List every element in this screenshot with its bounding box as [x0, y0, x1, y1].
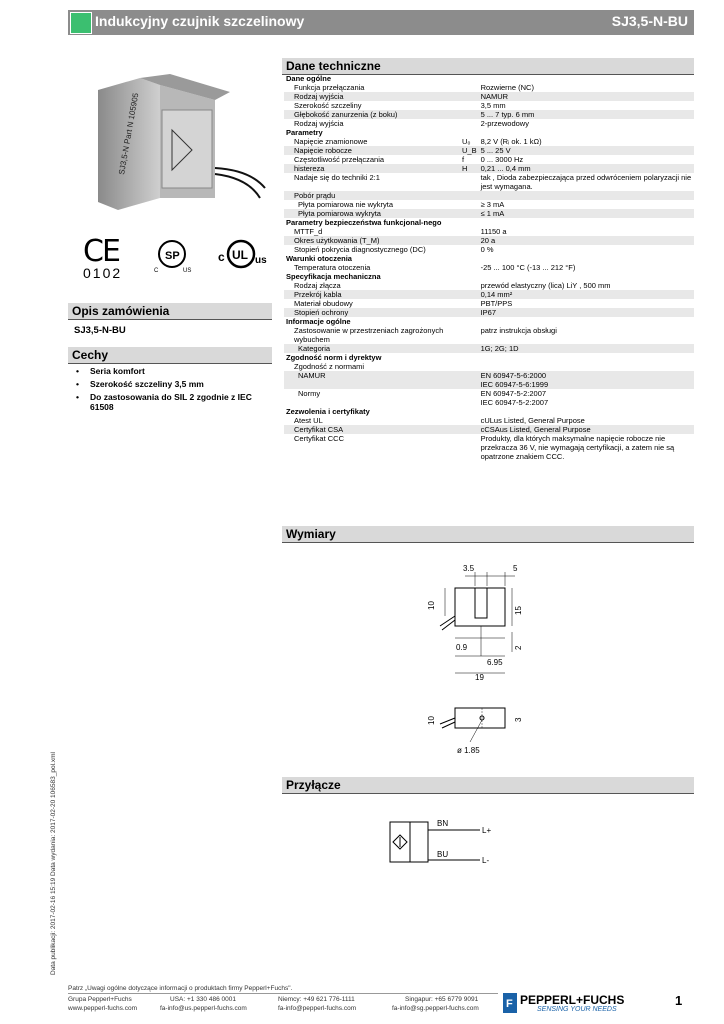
row-label: Płyta pomiarowa nie wykryta: [298, 200, 394, 209]
row-label: NAMUR: [284, 371, 460, 389]
row-symbol: [460, 389, 479, 407]
footer-usa-mail[interactable]: fa-info@us.pepperl-fuchs.com: [160, 1005, 247, 1012]
brand-slogan: SENSING YOUR NEEDS: [537, 1006, 617, 1013]
table-group-row: [284, 317, 694, 326]
row-label: Rodzaj złącza: [294, 281, 341, 290]
row-label: Głębokość zanurzenia (z boku): [284, 110, 460, 119]
row-value: 0,21 ... 0,4 mm: [479, 164, 694, 173]
row-label: Pobór prądu: [284, 191, 460, 200]
page-title: Indukcyjny czujnik szczelinowy: [95, 13, 305, 29]
table-row: [284, 245, 694, 254]
row-symbol: H: [460, 164, 479, 173]
page-number: 1: [675, 993, 683, 1008]
ce-mark-icon: CE: [83, 234, 119, 269]
row-value: ≤ 1 mA: [479, 209, 694, 218]
order-heading: Opis zamówienia: [68, 303, 272, 320]
header-square-icon: [70, 12, 92, 34]
table-row: [284, 164, 694, 173]
footer-usa: USA: +1 330 486 0001: [170, 996, 236, 1003]
row-label: Płyta pomiarowa wykryta: [284, 209, 460, 218]
table-group-row: [284, 353, 694, 362]
row-symbol: [460, 281, 479, 290]
row-value: 2-przewodowy: [480, 119, 529, 128]
table-row: [284, 173, 694, 191]
dimension-drawing: [420, 560, 540, 760]
row-label: Materiał obudowy: [294, 299, 353, 308]
table-group-row: [284, 128, 694, 137]
lminus-label: L-: [482, 856, 490, 865]
row-symbol: [460, 308, 479, 317]
connection-diagram: [385, 812, 505, 872]
row-symbol: [460, 83, 479, 92]
table-row: [284, 434, 694, 461]
table-row: [284, 299, 694, 308]
photo-label: SJ3,5-N Part N 105905: [117, 92, 141, 176]
row-value: 0 %: [480, 245, 494, 254]
row-symbol: [460, 101, 479, 110]
row-value: Produkty, dla których maksymalne napięcie robocze nie przekracza 36 V, nie wymagają certyfikacji, a zatem nie są opatrzone znakiem CCC.: [480, 434, 675, 461]
dim-6-95: 6.95: [487, 658, 503, 667]
dim-3: 3: [514, 717, 523, 722]
row-label: Temperatura otoczenia: [294, 263, 371, 272]
row-label: Stopień ochrony: [284, 308, 460, 317]
row-symbol: [460, 245, 479, 254]
table-group-row: [284, 272, 694, 281]
row-value: IP67: [479, 308, 694, 317]
row-value: ≥ 3 mA: [480, 200, 505, 209]
row-value: 3,5 mm: [480, 101, 506, 110]
row-symbol: [460, 263, 479, 272]
group-label: Specyfikacja mechaniczna: [286, 272, 381, 281]
group-label: Informacje ogólne: [286, 317, 351, 326]
row-symbol: [460, 110, 479, 119]
dim-2: 2: [514, 645, 523, 650]
row-symbol: [460, 92, 479, 101]
row-value: 20 a: [479, 236, 694, 245]
row-symbol: [460, 416, 479, 425]
row-value: Rozwierne (NC): [480, 83, 534, 92]
row-symbol: [460, 200, 479, 209]
ce-number: 0102: [83, 265, 123, 281]
footer-sg-mail[interactable]: fa-info@sg.pepperl-fuchs.com: [392, 1005, 479, 1012]
row-symbol: [460, 236, 479, 245]
row-symbol: [460, 290, 479, 299]
footer-note: Patrz „Uwagi ogólne dotyczące informacji o produktach firmy Pepperl+Fuchs".: [68, 985, 293, 992]
row-label: Certyfikat CSA: [284, 425, 460, 434]
product-code: SJ3,5-N-BU: [611, 13, 688, 29]
row-value: NAMUR: [479, 92, 694, 101]
row-symbol: [460, 209, 479, 218]
table-row: [284, 92, 694, 101]
table-row: [284, 227, 694, 236]
row-label: Rodzaj wyjścia: [294, 119, 344, 128]
row-value: PBT/PPS: [480, 299, 513, 308]
connection-heading: Przyłącze: [282, 777, 694, 794]
bn-label: BN: [437, 819, 449, 828]
svg-text:F: F: [506, 998, 513, 1010]
table-row: [284, 146, 694, 155]
tech-table: [284, 74, 694, 461]
row-label: Częstotliwość przełączania: [294, 155, 385, 164]
dim-10b: 10: [427, 716, 436, 725]
row-label: Kategoria: [284, 344, 460, 353]
group-label: Zgodność norm i dyrektyw: [286, 353, 382, 362]
publication-info: Data publikacji: 2017-02-16 15:19 Data wydania: 2017-02-20 106583_pol.xml: [50, 752, 57, 975]
svg-text:SP: SP: [165, 250, 180, 262]
list-item: • Do zastosowania do SIL 2 zgodnie z IEC 61508: [74, 392, 274, 412]
row-label: Nadaje się do techniki 2:1: [294, 173, 380, 182]
ul-us-label: us: [255, 255, 267, 266]
row-label: Stopień pokrycia diagnostycznego (DC): [294, 245, 426, 254]
dim-15: 15: [514, 606, 523, 615]
row-value: 0 ... 3000 Hz: [480, 155, 524, 164]
header-bar: [68, 10, 694, 35]
row-symbol: [460, 371, 479, 389]
row-value: EN 60947-5-6:2000 IEC 60947-5-6:1999: [479, 371, 694, 389]
csa-us-label: US: [183, 268, 192, 274]
table-row: [284, 209, 694, 218]
dimensions-heading: Wymiary: [282, 526, 694, 543]
row-value: 8,2 V (Rᵢ ok. 1 kΩ): [480, 137, 542, 146]
row-symbol: [460, 227, 479, 236]
tech-heading: Dane techniczne: [282, 58, 694, 75]
row-label: Zgodność z normami: [294, 362, 365, 371]
table-row: [284, 425, 694, 434]
row-symbol: [460, 344, 479, 353]
row-value: 11150 a: [480, 227, 507, 236]
row-value: 5 ... 7 typ. 6 mm: [479, 110, 694, 119]
features-heading: Cechy: [68, 347, 272, 364]
row-label: Rodzaj wyjścia: [284, 92, 460, 101]
brand-logo-icon: [503, 993, 517, 1013]
row-value: patrz instrukcja obsługi: [480, 326, 557, 335]
lplus-label: L+: [482, 826, 492, 835]
row-symbol: U₀: [462, 137, 471, 146]
table-row: [284, 290, 694, 299]
csa-c-label: C: [154, 268, 159, 274]
ul-c-label: c: [218, 250, 225, 264]
row-value: 1G; 2G; 1D: [479, 344, 694, 353]
features-list: [74, 366, 274, 415]
dim-10a: 10: [427, 601, 436, 610]
table-row: [284, 389, 694, 407]
list-item: • Szerokość szczeliny 3,5 mm: [74, 379, 274, 389]
footer-web[interactable]: www.pepperl-fuchs.com: [68, 1005, 137, 1012]
group-label: Dane ogólne: [286, 74, 332, 83]
dim-0-9: 0.9: [456, 643, 468, 652]
row-label: Funkcja przełączania: [294, 83, 365, 92]
dim-3-5: 3.5: [463, 564, 475, 573]
table-row: [284, 362, 694, 371]
row-value: EN 60947-5-2:2007 IEC 60947-5-2:2007: [480, 389, 549, 407]
footer-de-mail[interactable]: fa-info@pepperl-fuchs.com: [278, 1005, 357, 1012]
product-photo: [80, 70, 270, 220]
table-row: [284, 263, 694, 272]
dim-5: 5: [513, 564, 518, 573]
table-row: [284, 326, 694, 344]
footer-group: Grupa Pepperl+Fuchs: [68, 996, 132, 1003]
row-label: Przekrój kabla: [284, 290, 460, 299]
table-row: [284, 191, 694, 200]
row-symbol: [460, 173, 479, 191]
table-row: [284, 83, 694, 92]
row-value: 0,14 mm²: [479, 290, 694, 299]
row-symbol: f: [462, 155, 465, 164]
row-label: Napięcie robocze: [284, 146, 460, 155]
row-label: histereza: [284, 164, 460, 173]
table-row: [284, 281, 694, 290]
row-symbol: U_B: [462, 146, 477, 155]
order-code: SJ3,5-N-BU: [74, 325, 126, 336]
row-value: przewód elastyczny (lica) LiY , 500 mm: [480, 281, 611, 290]
table-group-row: [284, 74, 694, 83]
ul-logo-icon: [226, 238, 256, 270]
row-value: cULus Listed, General Purpose: [480, 416, 585, 425]
row-label: Zastosowanie w przestrzeniach zagrożonych wybuchem: [294, 326, 444, 344]
dim-diameter: ø 1.85: [457, 746, 480, 755]
footer-de: Niemcy: +49 621 776-1111: [278, 996, 355, 1003]
row-value: [479, 191, 694, 200]
row-symbol: [460, 191, 479, 200]
row-symbol: [460, 119, 479, 128]
row-symbol: [460, 362, 479, 371]
table-group-row: [284, 407, 694, 416]
row-label: Szerokość szczeliny: [294, 101, 362, 110]
row-label: Napięcie znamionowe: [294, 137, 368, 146]
row-value: [479, 362, 694, 371]
group-label: Parametry bezpieczeństwa funkcjonal-nego: [286, 218, 442, 227]
footer-sg: Singapur: +65 6779 9091: [405, 996, 479, 1003]
table-row: [284, 101, 694, 110]
list-item: • Seria komfort: [74, 366, 274, 376]
row-symbol: [460, 425, 479, 434]
row-symbol: [460, 299, 479, 308]
row-value: 5 ... 25 V: [479, 146, 694, 155]
row-symbol: [460, 434, 479, 461]
dim-19: 19: [475, 673, 484, 682]
group-label: Parametry: [286, 128, 323, 137]
brand-name: PEPPERL+FUCHS: [520, 993, 625, 1007]
row-label: Certyfikat CCC: [294, 434, 345, 443]
table-row: [284, 137, 694, 146]
row-value: cCSAus Listed, General Purpose: [479, 425, 694, 434]
row-value: -25 ... 100 °C (-13 ... 212 °F): [480, 263, 576, 272]
row-label: Okres użytkowania (T_M): [284, 236, 460, 245]
table-row: [284, 200, 694, 209]
table-row: [284, 344, 694, 353]
group-label: Zezwolenia i certyfikaty: [286, 407, 370, 416]
row-label: Normy: [298, 389, 321, 398]
table-row: [284, 119, 694, 128]
row-label: MTTF_d: [294, 227, 323, 236]
table-row: [284, 371, 694, 389]
table-group-row: [284, 218, 694, 227]
table-row: [284, 416, 694, 425]
group-label: Warunki otoczenia: [286, 254, 352, 263]
row-value: tak , Dioda zabezpieczająca przed odwróceniem polaryzacji nie jest wymagana.: [480, 173, 692, 191]
table-row: [284, 236, 694, 245]
row-label: Atest UL: [294, 416, 323, 425]
ul-text: UL: [232, 248, 248, 262]
bu-label: BU: [437, 850, 449, 859]
table-row: [284, 155, 694, 164]
row-symbol: [460, 326, 479, 344]
table-row: [284, 110, 694, 119]
table-group-row: [284, 254, 694, 263]
table-row: [284, 308, 694, 317]
